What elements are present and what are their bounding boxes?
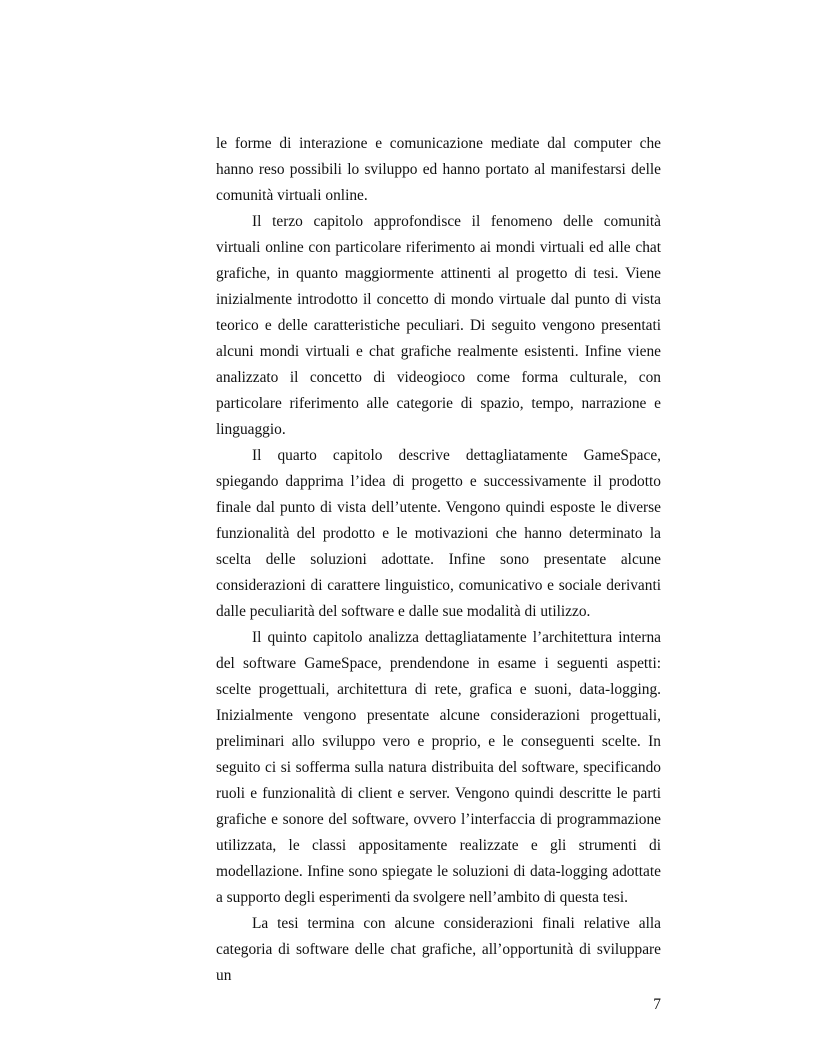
- paragraph-continuation: le forme di interazione e comunicazione mediate dal computer che hanno reso possibili lo sviluppo ed hanno portato al manifestarsi delle comunità virtuali online.: [216, 135, 661, 204]
- page-number: 7: [653, 996, 661, 1013]
- paragraph-chapter-five: Il quinto capitolo analizza dettagliatamente l’architettura interna del software GameSpace, prendendone in esame i seguenti aspetti: scelte progettuali, architettura di rete, grafica e suoni, data-logging. Inizialmente vengono presentate alcune considerazioni progettuali, preliminari allo sviluppo vero e proprio, e le conseguenti scelte. In seguito ci si sofferma sulla natura distribuita del software, specificando ruoli e funzionalità di client e server. Vengono quindi descritte le parti grafiche e sonore del software, ovvero l’interfaccia di programmazione utilizzata, le classi appositamente realizzate e gli strumenti di modellazione. Infine sono spiegate le soluzioni di data-logging adottate a supporto degli esperimenti da svolgere nell’ambito di questa tesi.: [216, 629, 661, 906]
- paragraph-conclusion: La tesi termina con alcune considerazioni finali relative alla categoria di software delle chat grafiche, all’opportunità di sviluppare un: [216, 915, 661, 984]
- paragraph-chapter-three: Il terzo capitolo approfondisce il fenomeno delle comunità virtuali online con particolare riferimento ai mondi virtuali ed alle chat grafiche, in quanto maggiormente attinenti al progetto di tesi. Viene inizialmente introdotto il concetto di mondo virtuale dal punto di vista teorico e delle caratteristiche peculiari. Di seguito vengono presentati alcuni mondi virtuali e chat grafiche realmente esistenti. Infine viene analizzato il concetto di videogioco come forma culturale, con particolare riferimento alle categorie di spazio, tempo, narrazione e linguaggio.: [216, 213, 661, 438]
- paragraph-chapter-four: Il quarto capitolo descrive dettagliatamente GameSpace, spiegando dapprima l’idea di progetto e successivamente il prodotto finale dal punto di vista dell’utente. Vengono quindi esposte le diverse funzionalità del prodotto e le motivazioni che hanno determinato la scelta delle soluzioni adottate. Infine sono presentate alcune considerazioni di carattere linguistico, comunicativo e sociale derivanti dalle peculiarità del software e dalle sue modalità di utilizzo.: [216, 447, 661, 620]
- page-body: [216, 131, 661, 989]
